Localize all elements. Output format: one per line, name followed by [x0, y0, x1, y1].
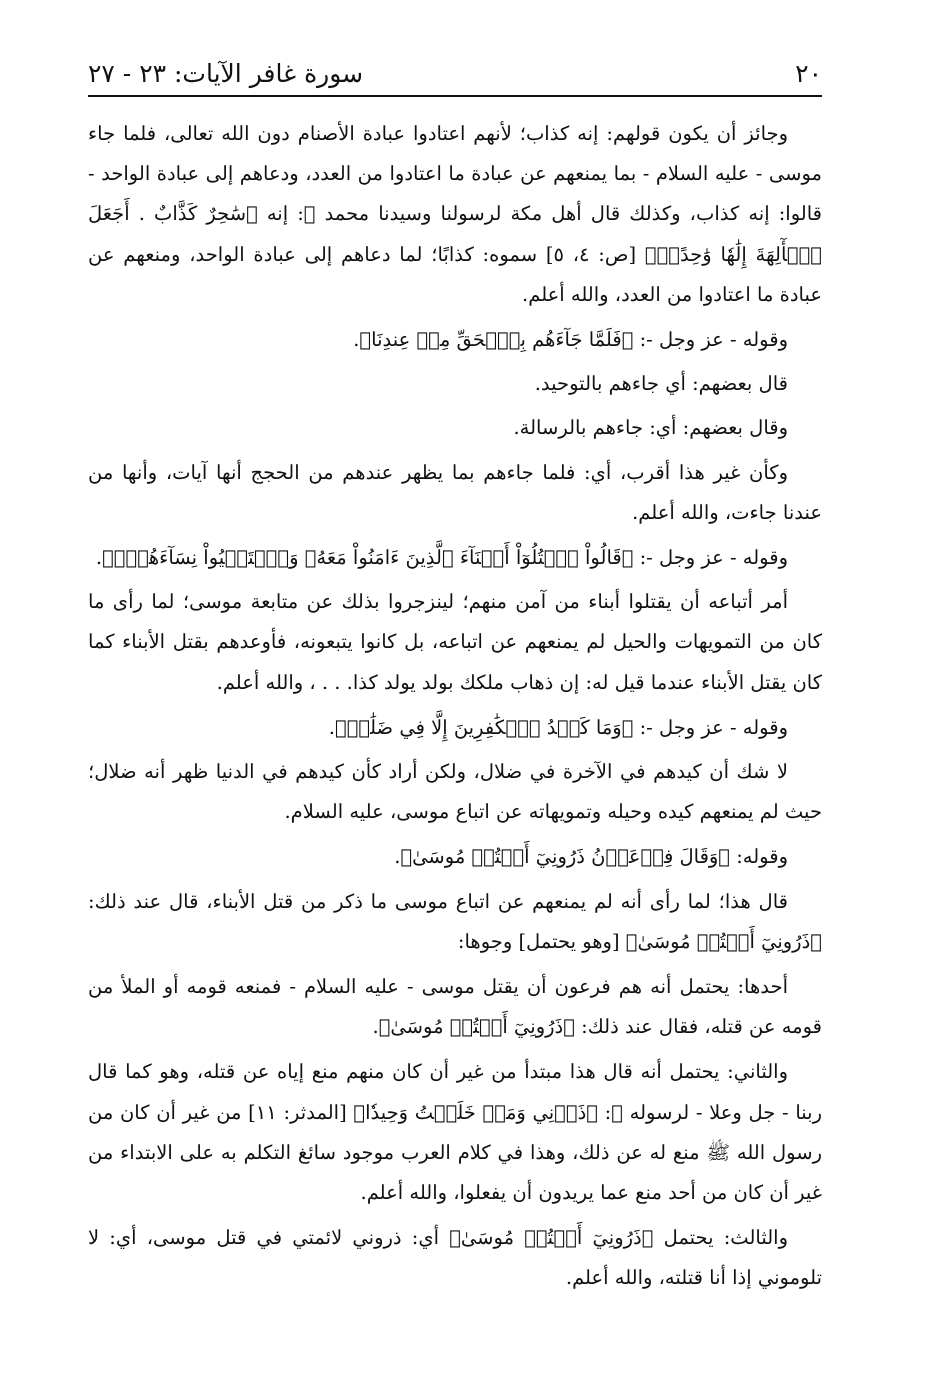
paragraph-8: وقوله - عز وجل -: ﴿وَمَا كَيۡدُ ٱلۡكَٰفِرِينَ إِلَّا فِي ضَلَٰلٖ﴾.	[328, 715, 788, 739]
paragraph-10: وقوله: ﴿وَقَالَ فِرۡعَوۡنُ ذَرُونِيٓ أَقۡتُلۡ مُوسَىٰ﴾.	[394, 845, 788, 869]
paragraph-1: وجائز أن يكون قولهم: إنه كذاب؛ لأنهم اعتادوا عبادة الأصنام دون الله تعالى، فلما جاء موسى - عليه السلام - بما يمنعهم عن عبادة ما اعتادوا من العدد، ودعاهم إلى عبادة الواحد - قالوا: إنه كذاب، وكذلك قال أهل مكة لرسولنا وسيدنا محمد ﷺ: إنه ﴿سَٰحِرٌ كَذَّابٌ . أَجَعَلَ ٱلۡأٓلِهَةَ إِلَٰهٗا وَٰحِدًاۖ﴾ [ص: ٤، ٥] سموه: كذابًا؛ لما دعاهم إلى عبادة الواحد، ومنعهم عن عبادة ما اعتادوا من العدد، والله أعلم.	[88, 122, 822, 306]
header-rule	[88, 95, 822, 97]
running-title: سورة غافر الآيات: ٢٣ - ٢٧	[88, 59, 364, 88]
paragraph-2: وقوله - عز وجل -: ﴿فَلَمَّا جَآءَهُم بِٱلۡحَقِّ مِنۡ عِندِنَا﴾.	[353, 328, 788, 352]
paragraph-6: وقوله - عز وجل -: ﴿قَالُواْ ٱقۡتُلُوٓاْ أَبۡنَآءَ ٱلَّذِينَ ءَامَنُواْ مَعَهُۥ وَٱسۡتَحۡيُواْ نِسَآءَهُمۡۚ﴾.	[95, 546, 788, 570]
paragraph-12: أحدها: يحتمل أنه هم فرعون أن يقتل موسى - عليه السلام - فمنعه قومه أو الملأ من قومه عن قتله، فقال عند ذلك: ﴿ذَرُونِيٓ أَقۡتُلۡ مُوسَىٰ﴾.	[88, 975, 822, 1039]
page-header	[88, 58, 822, 92]
paragraph-5: وكأن غير هذا أقرب، أي: فلما جاءهم بما يظهر عندهم من الحجج أنها آيات، وأنها من عندنا جاءت، والله أعلم.	[88, 460, 822, 524]
paragraph-9: لا شك أن كيدهم في الآخرة في ضلال، ولكن أراد كأن كيدهم في الدنيا ظهر أنه ضلال؛ حيث لم يمنعهم كيده وحيله وتمويهاته عن اتباع موسى، عليه السلام.	[88, 760, 822, 824]
paragraph-11: قال هذا؛ لما رأى أنه لم يمنعهم عن اتباع موسى ما ذكر من قتل الأبناء، قال عند ذلك: ﴿ذَرُونِيٓ أَقۡتُلۡ مُوسَىٰ﴾ [وهو يحتمل] وجوها:	[88, 889, 822, 953]
paragraph-7: أمر أتباعه أن يقتلوا أبناء من آمن منهم؛ لينزجروا بذلك عن متابعة موسى؛ لما رأى ما كان من التمويهات والحيل لم يمنعهم عن اتباعه، بل كانوا يتبعونه، فأوعدهم بقتل الأبناء كما كان يقتل الأبناء عندما قيل له: إن ذهاب ملكك بولد يولد كذا. . . ، والله أعلم.	[88, 590, 822, 694]
page-number: ٢٠	[795, 59, 822, 88]
paragraph-4: وقال بعضهم: أي: جاءهم بالرسالة.	[513, 416, 788, 440]
paragraph-13: والثاني: يحتمل أنه قال هذا مبتدأ من غير أن كان منهم منع إياه عن قتله، وهو كما قال ربنا - جل وعلا - لرسوله ﷺ: ﴿ذَرۡنِي وَمَنۡ خَلَقۡتُ وَحِيدٗا﴾ [المدثر: ١١] من غير أن كان من رسول الله ﷺ منع له عن ذلك، وهذا في كلام العرب موجود سائغ التكلم به على الابتداء من غير أن كان من أحد منع عما يريدون أن يفعلوا، والله أعلم.	[88, 1060, 822, 1205]
paragraph-14: والثالث: يحتمل ﴿ذَرُونِيٓ أَقۡتُلۡ مُوسَىٰ﴾ أي: ذروني لائمتي في قتل موسى، أي: لا تلوموني إذا أنا قتلته، والله أعلم.	[88, 1226, 822, 1290]
body-text	[88, 114, 822, 1304]
paragraph-3: قال بعضهم: أي جاءهم بالتوحيد.	[534, 372, 788, 396]
